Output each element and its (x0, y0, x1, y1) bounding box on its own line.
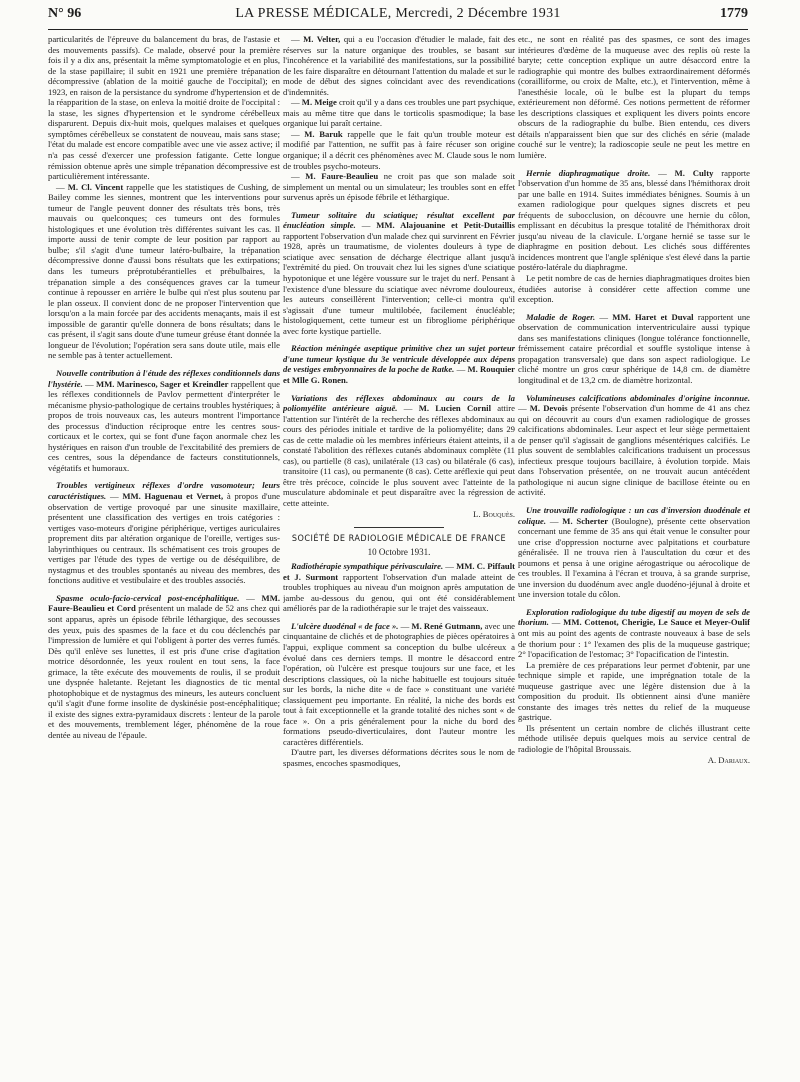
author-name: M. René Gutmann, (411, 620, 483, 631)
paragraph: Nouvelle contribution à l'étude des réflexes conditionnels dans l'hystérie. — MM. Marinesco, Sager et Kreindler rappellent que les réflexes conditionnels de Pavlov permettent d'interpréter le mécanisme physio-pathologique de certains troubles hystériques; à propos de trois nouveaux cas, les auteurs montrent l'importance des processus d'induction réciproque entre les centres sous-corticaux et le cortex, qui se font d'une façon anormale chez les hystériques en raison d'un trouble de l'excitabilité des premiers de ces centres, sous la dépendance de facteurs constitutionnels, végétatifs et humoraux. (48, 367, 280, 473)
author-name: M. Baruk (304, 128, 343, 139)
article-title: Spasme oculo-facio-cervical post-encéphalitique. (56, 592, 240, 603)
article-title: Tumeur solitaire du sciatique; résultat excellent par énucléation simple. (283, 209, 515, 231)
issue-date: , Mercredi, 2 Décembre 1931 (387, 6, 561, 21)
author-name: MM. C. Piffault et J. Surmont (283, 561, 515, 582)
author-name: M. Meige (301, 97, 337, 108)
author-name: MM. Alajouanine et Petit-Dutaillis (376, 220, 515, 231)
article-title: Réaction méningée aseptique primitive chez un sujet porteur d'une tumeur kystique du 3e ventricule développée aux dépens de vestiges embryonnaires de la poche de Ratke. (283, 343, 515, 375)
paragraph-text: (Boulogne), présente cette observation concernant une femme de 35 ans qui était venue le consulter pour une crise d'oppression nocturne avec palpitations et courbature généralisée. Il ne trouva rien à l'auscultation du cœur et des poumons et pensa à une origine aérogastrique ou aérocolique de ces troubles. Il l'examina à l'écran et trouva, à sa grande surprise, une inversion du duodénum avec angle duodéno-jéjunal à droite et une inversion totale du côlon. (518, 515, 750, 600)
article-title: Une trouvaille radiologique : un cas d'inversion duodénale et colique. (518, 504, 750, 526)
paragraph: Ils présentent un certain nombre de clichés illustrant cette méthode utilisée depuis quelques mois au service central de radiologie de l'hôpital Broussais. (518, 722, 750, 754)
signature-text: L. Bouquès. (473, 508, 515, 519)
article-title: L'ulcère duodénal « de face ». (291, 620, 399, 631)
author-name: M. Faure-Beaulieu (305, 171, 379, 182)
paragraph: Troubles vertigineux réflexes d'ordre vasomoteur; leurs caractéristiques. — MM. Haguenau et Vernet, à propos d'une observation de vertige provoqué par une sinusite maxillaire, présentent une classification des vertiges en trois catégories : vertiges vaso-moteurs d'origine périphérique, vertiges auriculaires proprement dits par altération organique de l'oreille, vertiges sus-labyrinthiques ou centraux. Ils schématisent ces trois groupes de vertiges par l'étude des types de vertige ou de déséquilibre, de nystagmus et des troubles spontanés au niveau des membres, des fonctions auditive et vestibulaire et des troubles associés. (48, 480, 280, 586)
paragraph-text: croit qu'il y a dans ces troubles une part psychique, mais au même titre que dans le torticolis spasmodique; la base organique lui paraît certaine. (283, 97, 515, 129)
section-separator (354, 527, 444, 528)
article-title: Volumineuses calcifications abdominales d'origine inconnue. (526, 392, 750, 403)
header-rule (48, 29, 748, 30)
paragraph: La première de ces préparations leur permet d'obtenir, par une technique simple et rapide, une imprégnation totale de la muqueuse gastrique avec une légère distension due à la composition du produit. Ils obtiennent ainsi d'une manière constante des images très nettes du relief de la muqueuse gastrique. (518, 659, 750, 723)
column-2 (283, 34, 515, 769)
paragraph: Une trouvaille radiologique : un cas d'inversion duodénale et colique. — M. Scherter (Boulogne), présente cette observation concernant une femme de 35 ans qui était venue le consulter pour une crise d'oppression nocturne avec palpitations et courbature généralisée. Il ne trouva rien à l'auscultation du cœur et des poumons et pensa à une origine aérogastrique ou aérocolique de ces troubles. Il l'examina à l'écran et trouva, à sa grande surprise, une inversion du duodénum avec angle duodéno-jéjunal à droite et une inversion totale du côlon. (518, 504, 750, 600)
paragraph: Tumeur solitaire du sciatique; résultat excellent par énucléation simple. — MM. Alajouanine et Petit-Dutaillis rapportent l'observation d'un malade chez qui survinrent en Février 1928, après un traumatisme, de violentes douleurs à type de sciatique avec sensation de décharge électrique allant jusqu'à l'extrémité du pied. On trouvait chez lui les signes d'une sciatique hypotonique et une légère voussure sur le trajet du nerf. Pensant à l'existence d'une blessure du sciatique avec névrome douloureux, les auteurs conseillèrent l'intervention; celle-ci montra qu'il s'agissait d'une tumeur multilobée, facilement énucléable; histologiquement, cette tumeur est un fibrogliome périphérique avec forte kystique partielle. (283, 209, 515, 336)
author-name: MM. Haret et Duval (612, 311, 694, 322)
paragraph: L'ulcère duodénal « de face ». — M. René Gutmann, avec une cinquantaine de clichés et de photographies de pièces opératoires à l'appui, explique comment sa conception du bulbe ulcéreux a évolué dans ces derniers temps. Il montre le désaccord entre l'opération, où l'ulcère est presque toujours sur une face, et les descriptions classiques, où la niche habituelle est toujours située sur les bords, la niche dite « de face » constituant une variété classiquement peu importante. En réalité, la niche des bords est tout à fait exceptionnelle et la grande totalité des niches sont « de face ». On a pris généralement pour la niche du bord des formations pseudo-diverticulaires, dont l'auteur montre les caractères différentiels. (283, 620, 515, 747)
paragraph: — M. Baruk rappelle que le fait qu'un trouble moteur est modifié par l'attention, ne suffit pas à faire récuser son origine organique; il a décrit ces phénomènes avec M. Claude sous le nom de troubles psycho-moteurs. (283, 128, 515, 171)
paragraph-text: avec une cinquantaine de clichés et de photographies de pièces opératoires à l'appui, explique comment sa conception du bulbe ulcéreux a évolué dans ces derniers temps. Il montre le désaccord entre l'opération, où l'ulcère est presque toujours sur une face, et les descriptions classiques, où la niche habituelle est toujours située sur les bords, la niche dite « de face » constituant une variété classiquement peu importante. En réalité, la niche des bords est tout à fait exceptionnelle et la grande totalité des niches sont « de face ». On a pris généralement pour la niche du bord des formations pseudo-diverticulaires, dont l'auteur montre les caractères différentiels. (283, 620, 515, 747)
paragraph: Radiothérapie sympathique périvasculaire. — MM. C. Piffault et J. Surmont rapportent l'observation d'un malade atteint de troubles trophiques au niveau d'un moignon après amputation de jambe au-dessous du genou, qui ont été considérablement améliorés par de la radiothérapie sur le trajet des vaisseaux. (283, 561, 515, 614)
paragraph: — M. Faure-Beaulieu ne croit pas que son malade soit simplement un mental ou un simulateur; les troubles sont en effet survenus après un épisode fébrile et léthargique. (283, 171, 515, 203)
author-name: MM. Marinesco, Sager et Kreindler (95, 378, 229, 389)
running-title (48, 6, 748, 22)
paragraph-text: rapportent l'observation d'un malade chez qui survinrent en Février 1928, après un traumatisme, de violentes douleurs à type de sciatique avec sensation de décharge électrique allant jusqu'à l'extrémité du pied. On trouvait chez lui les signes d'une sciatique hypotonique et une légère voussure sur le trajet du nerf. Pensant à l'existence d'une blessure du sciatique avec névrome douloureux, les auteurs conseillèrent l'intervention; celle-ci montra qu'il s'agissait d'une tumeur multilobée, facilement énucléable; histologiquement, cette tumeur est un fibrogliome périphérique avec forte kystique partielle. (283, 230, 515, 336)
signature (283, 509, 515, 520)
page-header (48, 6, 748, 26)
session-date: 10 Octobre 1931. (367, 546, 431, 557)
section-heading: SOCIÉTÉ DE RADIOLOGIE MÉDICALE DE FRANCE (291, 534, 507, 545)
author-name: M. Lucien Cornil (418, 403, 491, 414)
paragraph: Le petit nombre de cas de hernies diaphragmatiques droites bien étudiées autorise à considérer cette affection comme une exception. (518, 273, 750, 305)
paragraph: Maladie de Roger. — MM. Haret et Duval rapportent une observation de communication interventriculaire aussi typique dans ses manifestations cliniques (longue tolérance fonctionnelle, frémissement cataire précordial et souffle systolique intense à propagation transversale) que dans son aspect radiologique. Le cliché montre un gros cœur sphérique de 14,8 cm. de diamètre longitudinal et de 13,2 cm. de diamètre horizontal. (518, 311, 750, 385)
paragraph-text: ne croit pas que son malade soit simplement un mental ou un simulateur; les troubles sont en effet survenus après un épisode fébrile et léthargique. (283, 171, 515, 203)
author-name: MM. Haguenau et Vernet, (122, 490, 224, 501)
paragraph: etc., ne sont en réalité pas des spasmes, ce sont des images intérieures d'œdème de la muqueuse avec des replis où reste la baryte; cette conception explique un autre désaccord entre la radiographie qui montre des bulbes extraordinairement déformés (corailliforme, ou croix de Malte, etc.), et l'intervention, même à l'anesthésie locale, où le bulbe est la plupart du temps extérieurement non déformé. Ces notions permettent de réformer les descriptions classiques et expliquent les divers points encore obscurs de la radiographie du bulbe. Bien entendu, ces divers détails n'apparaissent bien que sur des clichés en série (malade couché sur le ventre); la radioscopie seule ne peut les mettre en lumière. (518, 34, 750, 161)
author-name: M. Devois (529, 403, 568, 414)
paragraph-text: à propos d'une observation de vertige provoqué par une sinusite maxillaire, présentent une classification des vertiges en trois catégories : vertiges vaso-moteurs d'origine périphérique, vertiges auriculaires proprement dits par altération organique de l'oreille, vertiges sus-labyrinthiques ou centraux. Ils schématisent ces trois groupes de vertiges par l'étude des types de vertige ou de déséquilibre, de nystagmus et des troubles spontanés au niveau des membres, des fonctions auditive et vestibulaire et des troubles associés. (48, 490, 280, 586)
author-name: M. Scherter (562, 515, 609, 526)
paragraph-text: présentent un malade de 52 ans chez qui sont apparus, après un épisode fébrile léthargique, des secousses des yeux, puis des spasmes de la face et du cou déclenchés par l'impression de lumière et qui l'obligent à porter des verres fumés. Dès qu'il enlève ses lunettes, il est pris d'une crise d'agitation motrice désordonnée, les yeux roulent en tout sens, la face grimace, la tête exécute des mouvements de roulis, il se produit une dyspnée haletante. Rejetant les diagnostics de tic mental photophobique et de nystagmus des mineurs, les auteurs concluent qu'il s'agit d'une forme insolite de dyskinésie post-encéphalitique; il existe des signes extra-pyramidaux discrets : lenteur de la parole et des mouvements, tremblement léger, phénomène de la roue dentée au niveau de l'épaule. (48, 603, 280, 740)
column-1 (48, 34, 280, 741)
page-number: 1779 (720, 6, 748, 21)
column-3 (518, 34, 750, 765)
author-name: M. Culty (674, 167, 714, 178)
paragraph: — M. Meige croit qu'il y a dans ces troubles une part psychique, mais au même titre que dans le torticolis spasmodique; la base organique lui paraît certaine. (283, 97, 515, 129)
paragraph: Spasme oculo-facio-cervical post-encéphalitique. — MM. Faure-Beaulieu et Cord présentent un malade de 52 ans chez qui sont apparus, après un épisode fébrile léthargique, des secousses des yeux, puis des spasmes de la face et du cou déclenchés par l'impression de lumière et qui l'obligent à porter des verres fumés. Dès qu'il enlève ses lunettes, il est pris d'une crise d'agitation motrice désordonnée, les yeux roulent en tout sens, la face grimace, la tête exécute des mouvements de roulis, il se produit une dyspnée haletante. Rejetant les diagnostics de tic mental photophobique et de nystagmus des mineurs, les auteurs concluent qu'il s'agit d'une forme insolite de dyskinésie post-encéphalitique; il existe des signes extra-pyramidaux discrets : lenteur de la parole et des mouvements, tremblement léger, phénomène de la roue dentée au niveau de l'épaule. (48, 592, 280, 740)
paragraph: Volumineuses calcifications abdominales d'origine inconnue. — M. Devois présente l'observation d'un homme de 41 ans chez qui on découvrit au cours d'un examen radiologique de grosses calcifications abdominales. Leur aspect et leur siège permettaient de penser qu'il s'agissait de ganglions mésentériques calcifiés. Le plus souvent de semblables calcifications traduisent un processus infectieux presque toujours bacillaire, à évolution torpide. Mais dans l'observation présentée, on ne trouvait aucun antécédent pathologique ni aucun signe clinique de bacillose éteinte ou en activité. (518, 392, 750, 498)
paragraph-text: attire l'attention sur l'intérêt de la recherche des réflexes abdominaux au cours des périodes initiale et tardive de la poliomyélite; dans 29 cas de cette maladie où les membres inférieurs étaient atteints, il a constaté l'abolition des réflexes cutanés abdominaux complète (11 cas), ou partielle (8 cas), unilatérale (13 cas) ou bilatérale (6 cas), transitoire (11 cas), ou permanente (8 cas). Cette aréflexie qui peut être très précoce, coïncide le plus souvent avec l'atteinte de la musculature abdominale et peut disparaître avec la régression de cette atteinte. (283, 403, 515, 508)
author-name: M. Cl. Vincent (67, 181, 124, 192)
paragraph-text: rapportent une observation de communication interventriculaire aussi typique dans ses manifestations cliniques (longue tolérance fonctionnelle, frémissement cataire précordial et souffle systolique intense à propagation transversale) que dans son aspect radiologique. Le cliché montre un gros cœur sphérique de 14,8 cm. de diamètre longitudinal et de 13,2 cm. de diamètre horizontal. (518, 311, 750, 385)
paragraph-text: rapporte l'observation d'un homme de 35 ans, blessé dans l'hémithorax droit par une balle en 1914. Suites immédiates bénignes. Soumis à un examen radiologique pour quelques signes discrets et peu fréquents de subocclusion, on découvre une hernie du côlon, emplissant en décubitus la presque totalité de l'hémithorax droit jusqu'au niveau de la clavicule. L'organe hernié se tasse sur le diaphragme en position debout. Les clichés sous différentes incidences montrent que l'angle splénique s'est élevé dans la partie postéro-latérale du diaphragme. (518, 167, 750, 273)
author-name: MM. Cottenot, Cherigie, Le Sauce et Meyer-Oulif (563, 617, 750, 628)
paragraph-text: rapportent l'observation d'un malade atteint de troubles trophiques au niveau d'un moignon après amputation de jambe au-dessous du genou, qui ont été considérablement améliorés par de la radiothérapie sur le trajet des vaisseaux. (283, 571, 515, 614)
paragraph: — M. Cl. Vincent rappelle que les statistiques de Cushing, de Bailey comme les siennes, montrent que les interventions pour tumeur de l'angle peuvent donner des résultats très bons, très mauvais ou quelconques; ces tumeurs ont des formules histologiques et une évolution très différentes suivant les cas. Il importe aussi de tenir compte de leur position par rapport au bulbe; s'il s'agit d'une tumeur latéro-bulbaire, la trépanation décompressive donne d'aussi bons résultats que les extirpations; dans les tumeurs préprotubérantielles et prébulbaires, la trépanation simple a des conséquences graves car la tumeur continue à repousser en arrière le bulbe qui n'est plus soutenu par le plan osseux. Il convient donc de ne proposer l'intervention que lorsqu'on a la main forcée par des accidents menaçants, mais il est impossible de garantir qu'elle donnera de bons résultats; dans le cas présent, il s'agit sans doute d'une tumeur gréuse étant donnée la longueur de l'évolution; l'opération sera sans doute utile, mais elle ne semble pas à tenter actuellement. (48, 181, 280, 361)
paragraph-text: ont mis au point des agents de contraste nouveaux à base de sels de thorium pour : 1° l'examen des plis de la muqueuse gastrique; 2° l'opacification de l'estomac; 3° l'opacification de l'intestin. (518, 627, 750, 660)
paragraph-text: présente l'observation d'un homme de 41 ans chez qui on découvrit au cours d'un examen radiologique de grosses calcifications abdominales. Leur aspect et leur siège permettaient de penser qu'il s'agissait de ganglions mésentériques calcifiés. Le plus souvent de semblables calcifications traduisent un processus infectieux presque toujours bacillaire, à évolution torpide. Mais dans l'observation présentée, on ne trouvait aucun antécédent pathologique ni aucun signe clinique de bacillose éteinte ou en activité. (518, 403, 750, 498)
article-title: Variations des réflexes abdominaux au cours de la poliomyélite antérieure aiguë. (283, 392, 515, 414)
paragraph: Exploration radiologique du tube digestif au moyen de sels de thorium. — MM. Cottenot, Cherigie, Le Sauce et Meyer-Oulif ont mis au point des agents de contraste nouveaux à base de sels de thorium pour : 1° l'examen des plis de la muqueuse gastrique; 2° l'opacification de l'estomac; 3° l'opacification de l'intestin. (518, 606, 750, 660)
article-title: Radiothérapie sympathique périvasculaire. (291, 561, 444, 572)
paragraph: Réaction méningée aseptique primitive chez un sujet porteur d'une tumeur kystique du 3e ventricule développée aux dépens de vestiges embryonnaires de la poche de Ratke. — M. Rouquier et Mlle G. Ronen. (283, 343, 515, 385)
paragraph: — M. Velter, qui a eu l'occasion d'étudier le malade, fait des réserves sur la nature organique des troubles, se basant sur l'incohérence et la variabilité des manifestations, sur la possibilité de les faire disparaître en détournant l'attention du malade et sur le mode de début des signes coïncidant avec des revendications d'indemnités. (283, 34, 515, 97)
article-title: Exploration radiologique du tube digestif au moyen de sels de thorium. (518, 606, 750, 628)
signature (518, 755, 750, 766)
author-name: M. Velter, (303, 34, 341, 44)
paragraph: particularités de l'épreuve du balancement du bras, de l'astasie et des mouvements passifs). Ce malade, observé pour la première fois il y a dix ans, présentait la même symptomatologie et en plus, de la stase papillaire; il subit en 1921 une première trépanation décompressive (ablation de la moitié gauche de l'occipital); en 1923, en raison de la persistance du syndrome d'hypertension et de la réapparition de la stase, on enleva la moitié droite de l'occipital : la stase, les signes d'hypertension et le syndrome cérébelleux disparurent. Depuis dix-huit mois, quelques malaises et quelques symptômes cérébelleux se constatent de nouveau, mais sans stase; l'état du malade est encore compatible avec une vie assez active; il n'a pas cessé d'exercer une profession fatigante. Cette longue rémission obtenue après une simple trépanation décompressive est particulièrement intéressante. (48, 34, 280, 182)
paragraph-text: rappelle que le fait qu'un trouble moteur est modifié par l'attention, ne suffit pas à faire récuser son origine organique; il a décrit ces phénomènes avec M. Claude sous le nom de troubles psycho-moteurs. (283, 128, 515, 171)
paragraph-text: rappellent que les réflexes conditionnels de Pavlov permettent d'interpréter le mécanisme physio-pathologique de certains troubles hystériques; à propos de trois nouveaux cas, les auteurs montrent l'importance des processus d'induction réciproque entre les centres sous-corticaux et le cortex, qui se font d'une façon anormale chez les hystériques en raison d'un trouble de l'excitabilité des premiers de ces centres, sous la dépendance de facteurs constitutionnels, végétatifs et humoraux. (48, 378, 280, 473)
issue-number: N° 96 (48, 6, 82, 21)
paragraph: D'autre part, les diverses déformations décrites sous le nom de spasmes, encoches spasmodiques, (283, 747, 515, 768)
signature-text: A. Dariaux. (707, 754, 750, 765)
article-title: Hernie diaphragmatique droite. (526, 167, 651, 178)
paragraph: Variations des réflexes abdominaux au cours de la poliomyélite antérieure aiguë. — M. Lucien Cornil attire l'attention sur l'intérêt de la recherche des réflexes abdominaux au cours des périodes initiale et tardive de la poliomyélite; dans 29 cas de cette maladie où les membres inférieurs étaient atteints, il a constaté l'abolition des réflexes cutanés abdominaux complète (11 cas), ou partielle (8 cas), unilatérale (13 cas) ou bilatérale (6 cas), transitoire (11 cas), ou permanente (8 cas). Cette aréflexie qui peut être très précoce, coïncide le plus souvent avec l'atteinte de la musculature abdominale et peut disparaître avec la régression de cette atteinte. (283, 392, 515, 508)
author-name: MM. Faure-Beaulieu et Cord (48, 592, 280, 614)
journal-name: LA PRESSE MÉDICALE (235, 6, 388, 21)
article-title: Troubles vertigineux réflexes d'ordre vasomoteur; leurs caractéristiques. (48, 480, 280, 501)
article-title: Maladie de Roger. (526, 311, 596, 322)
paragraph: Hernie diaphragmatique droite. — M. Culty rapporte l'observation d'un homme de 35 ans, blessé dans l'hémithorax droit par une balle en 1914. Suites immédiates bénignes. Soumis à un examen radiologique pour quelques signes discrets et peu fréquents de subocclusion, on découvre une hernie du côlon, emplissant en décubitus la presque totalité de l'hémithorax droit jusqu'au niveau de la clavicule. L'organe hernié se tasse sur le diaphragme en position debout. Les clichés sous différentes incidences montrent que l'angle splénique s'est élevé dans la partie postéro-latérale du diaphragme. (518, 167, 750, 273)
paragraph-text: qui a eu l'occasion d'étudier le malade, fait des réserves sur la nature organique des troubles, se basant sur l'incohérence et la variabilité des manifestations, sur la possibilité de les faire disparaître en détournant l'attention du malade et sur le mode de début des signes coïncidant avec des revendications d'indemnités. (283, 34, 515, 97)
article-title: Nouvelle contribution à l'étude des réflexes conditionnels dans l'hystérie. (48, 367, 280, 389)
paragraph-text: rappelle que les statistiques de Cushing, de Bailey comme les siennes, montrent que les interventions pour tumeur de l'angle peuvent donner des résultats très bons, très mauvais ou quelconques; ces tumeurs ont des formules histologiques et une évolution très différentes suivant les cas. Il importe aussi de tenir compte de leur position par rapport au bulbe; s'il s'agit d'une tumeur latéro-bulbaire, la trépanation décompressive donne d'aussi bons résultats que les extirpations; dans les tumeurs préprotubérantielles et prébulbaires, la trépanation simple a des conséquences graves car la tumeur continue à repousser en arrière le bulbe qui n'est plus soutenu par le plan osseux. Il convient donc de ne proposer l'intervention que lorsqu'on a la main forcée par des accidents menaçants, mais il est impossible de garantir qu'elle donnera de bons résultats; dans le cas présent, il s'agit sans doute d'une tumeur gréuse étant donnée la longueur de l'évolution; l'opération sera sans doute utile, mais elle ne semble pas à tenter actuellement. (48, 181, 280, 361)
author-name: M. Rouquier et Mlle G. Ronen. (283, 364, 515, 385)
